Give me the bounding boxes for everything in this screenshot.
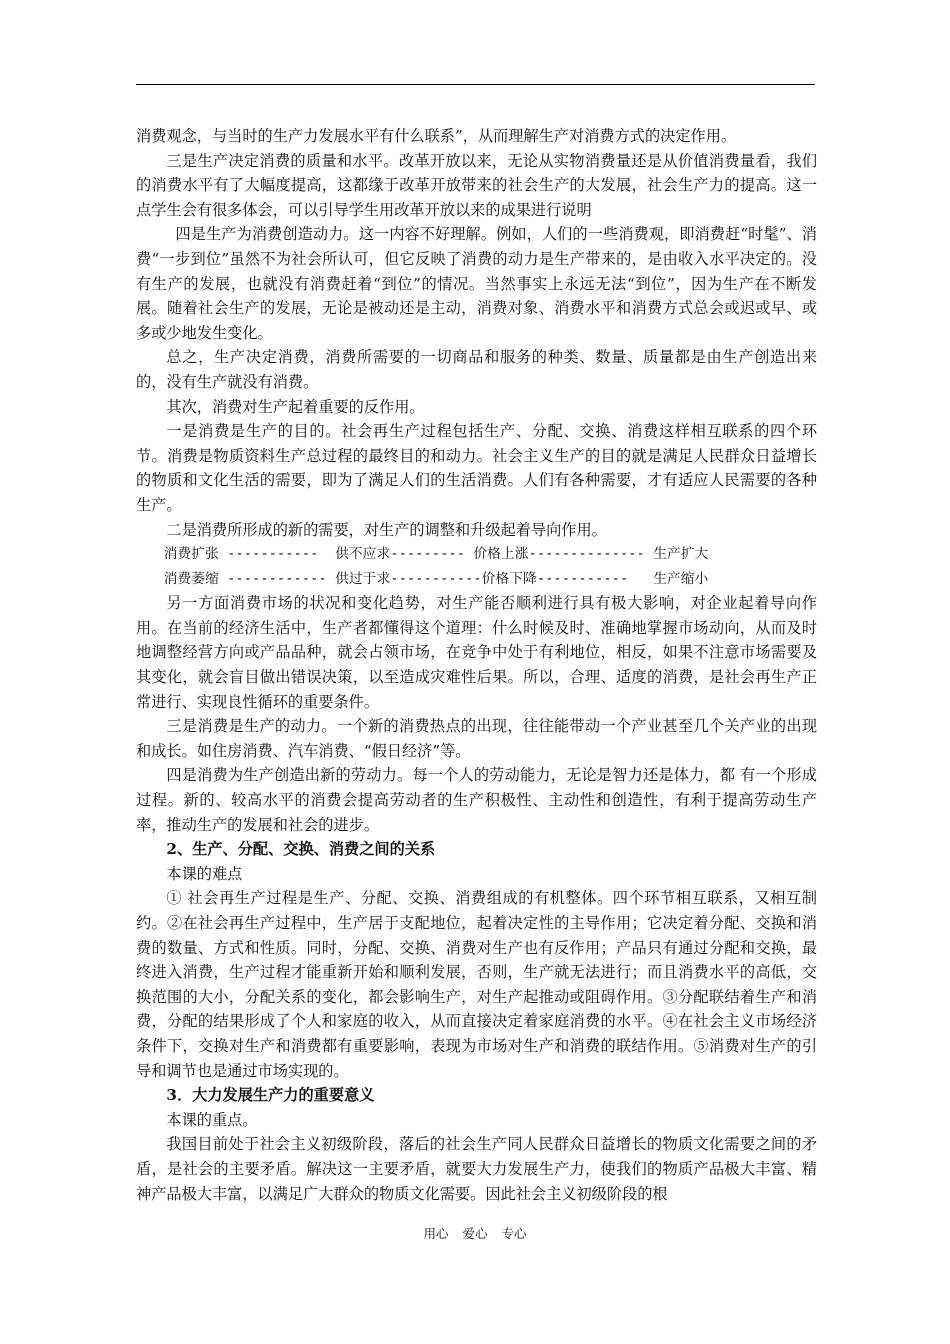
paragraph: 本课的难点: [166, 864, 243, 883]
flow-line-expansion: 消费扩张 ----------- 供不应求--------- 价格上涨-------------- 生产扩大: [163, 546, 709, 563]
paragraph: 消费观念，与当时的生产力发展水平有什么联系”，从而理解生产对消费方式的决定作用。: [136, 127, 737, 145]
paragraph: 二是消费所形成的新的需要，对生产的调整和升级起着导向作用。: [166, 520, 607, 539]
flow-line-contraction: 消费萎缩 ------------ 供过于求-----------价格下降----------- 生产缩小: [163, 570, 709, 587]
section-heading: 3．大力发展生产力的重要意义: [166, 1086, 375, 1105]
paragraph: ① 社会再生产过程是生产、分配、交换、消费组成的有机整体。四个环节相互联系，又相互制约。②在社会再生产过程中，生产居于支配地位，起着决定性的主导作用；它决定着分配、交换和消费的数量、方式和性质。同时，分配、交换、消费对生产也有反作用；产品只有通过分配和交换，最终进入消费，生产过程才能重新开始和顺利发展，否则，生产就无法进行；而且消费水平的高低，交换范围的大小，分配关系的变化，都会影响生产，对生产起推动或阻碍作用。③分配联结着生产和消费，分配的结果形成了个人和家庭的收入，从而直接决定着家庭消费的水平。④在社会主义市场经济条件下，交换对生产和消费都有重要影响，表现为市场对生产和消费的联结作用。⑤消费对生产的引导和调节也是通过市场实现的。: [136, 889, 817, 1080]
paragraph: 四是消费为生产创造出新的劳动力。每一个人的劳动能力，无论是智力还是体力，都 有一个形成过程。新的、较高水平的消费会提高劳动者的生产积极性、主动性和创造性，有利于提高劳动生产率，推动生产的发展和社会的进步。: [136, 766, 817, 834]
paragraph: 其次，消费对生产起着重要的反作用。: [166, 397, 425, 416]
document-body: [136, 124, 817, 1206]
page-footer: 用心 爱心 专心: [423, 1226, 527, 1241]
header-rule: [136, 84, 815, 85]
paragraph: 三是生产决定消费的质量和水平。改革开放以来，无论从实物消费量还是从价值消费量看，我们的消费水平有了大幅度提高，这都缘于改革开放带来的社会生产的大发展，社会生产力的提高。这一点学生会有很多体会，可以引导学生用改革开放以来的成果进行说明: [136, 151, 817, 219]
paragraph: 我国目前处于社会主义初级阶段，落后的社会生产同人民群众日益增长的物质文化需要之间的矛盾，是社会的主要矛盾。解决这一主要矛盾，就要大力发展生产力，使我们的物质产品极大丰富、精神产品极大丰富，以满足广大群众的物质文化需要。因此社会主义初级阶段的根: [136, 1135, 817, 1203]
section-heading: 2、生产、分配、交换、消费之间的关系: [166, 840, 436, 859]
paragraph: 总之，生产决定消费，消费所需要的一切商品和服务的种类、数量、质量都是由生产创造出来的，没有生产就没有消费。: [136, 348, 817, 391]
paragraph: 另一方面消费市场的状况和变化趋势，对生产能否顺利进行具有极大影响，对企业起着导向作用。在当前的经济生活中，生产者都懂得这个道理：什么时候及时、准确地掌握市场动向，从而及时地调整经营方向或产品品种，就会占领市场，在竞争中处于有利地位，相反，如果不注意市场需要及其变化，就会盲目做出错误决策，以至造成灾难性后果。所以，合理、适度的消费，是社会再生产正常进行、实现良性循环的重要条件。: [136, 594, 817, 711]
paragraph: 四是生产为消费创造动力。这一内容不好理解。例如，人们的一些消费观，即消费赶“时髦”、消费“一步到位”虽然不为社会所认可，但它反映了消费的动力是生产带来的，是由收入水平决定的。没有生产的发展，也就没有消费赶着“到位”的情况。当然事实上永远无法“到位”，因为生产在不断发展。随着社会生产的发展，无论是被动还是主动，消费对象、消费水平和消费方式总会或迟或早、或多或少地发生变化。: [136, 225, 817, 342]
paragraph: 三是消费是生产的动力。一个新的消费热点的出现，往往能带动一个产业甚至几个关产业的出现和成长。如住房消费、汽车消费、“假日经济”等。: [136, 717, 817, 760]
paragraph: 一是消费是生产的目的。社会再生产过程包括生产、分配、交换、消费这样相互联系的四个环节。消费是物质资料生产总过程的最终目的和动力。社会主义生产的目的就是满足人民群众日益增长的物质和文化生活的需要，即为了满足人们的生活消费。人们有各种需要，才有适应人民需要的各种生产。: [136, 422, 817, 514]
paragraph: 本课的重点。: [166, 1110, 258, 1129]
